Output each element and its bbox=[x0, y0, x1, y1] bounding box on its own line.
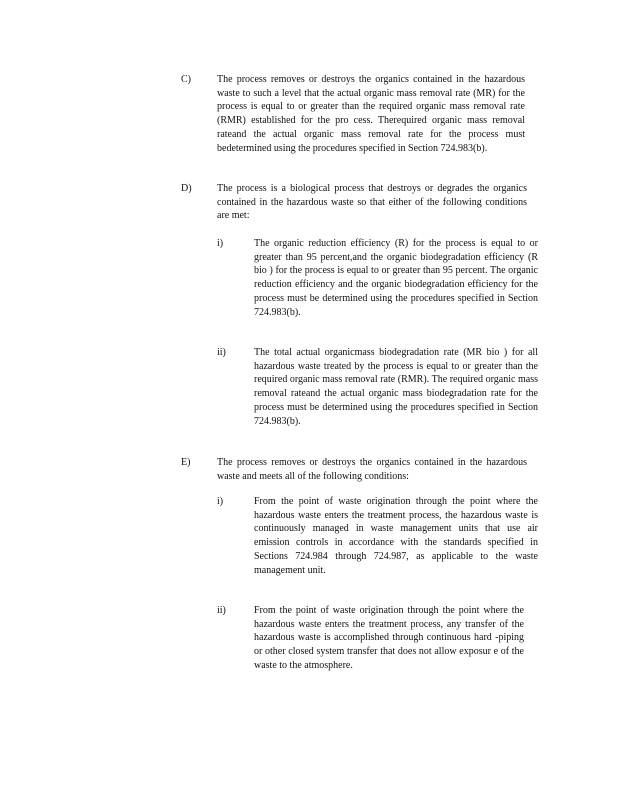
item-marker: C) bbox=[181, 74, 191, 85]
item-text: The process removes or destroys the organics contained in the hazardous waste and meets all of the following conditions: bbox=[217, 457, 527, 482]
subitem-text: From the point of waste origination through the point where the hazardous waste enters the treatment process, the hazardous waste is continuously managed in waste management units that use air emission controls in accordance with the standards specified in Sections 724.984 through 724.987, as applicable to the waste management unit. bbox=[254, 496, 538, 576]
subitem-marker: ii) bbox=[217, 605, 226, 616]
subitem-text: The total actual organicmass biodegradation rate (MR bio ) for all hazardous waste treated by the process is equal to or greater than the required organic mass removal rate (RMR). The required organic mass removal rateand the actual organic mass biodegradation rate for the process must be determined using the procedures specified in Section 724.983(b). bbox=[254, 347, 538, 427]
subitem-text: From the point of waste origination through the point where the hazardous waste enters the treatment process, any transfer of the hazardous waste is accomplished through continuous hard -piping or other closed system transfer that does not allow exposur e of the waste to the atmosphere. bbox=[254, 605, 524, 671]
item-text: The process removes or destroys the organics contained in the hazardous waste to such a level that the actual organic mass removal rate (MR) for the process is equal to or greater than the required organic mass removal rate (RMR) established for the pro cess. Therequired organic mass removal rateand the actual organic mass removal rate for the process must bedetermined using the procedures specified in Section 724.983(b). bbox=[217, 74, 525, 154]
subitem-marker: i) bbox=[217, 496, 224, 507]
subitem-text: The organic reduction efficiency (R) for the process is equal to or greater than 95 percent,and the organic biodegradation efficiency (R bio ) for the process is equal to or greater than 95 percent. The organic reduction efficiency and the organic biodegradation efficiency for the process must be determined using the procedures specified in Section 724.983(b). bbox=[254, 238, 538, 318]
item-marker: E) bbox=[181, 457, 191, 468]
item-text: The process is a biological process that destroys or degrades the organics contained in the hazardous waste so that either of the following conditions are met: bbox=[217, 183, 527, 222]
item-marker: D) bbox=[181, 183, 192, 194]
subitem-marker: ii) bbox=[217, 347, 226, 358]
subitem-marker: i) bbox=[217, 238, 224, 249]
